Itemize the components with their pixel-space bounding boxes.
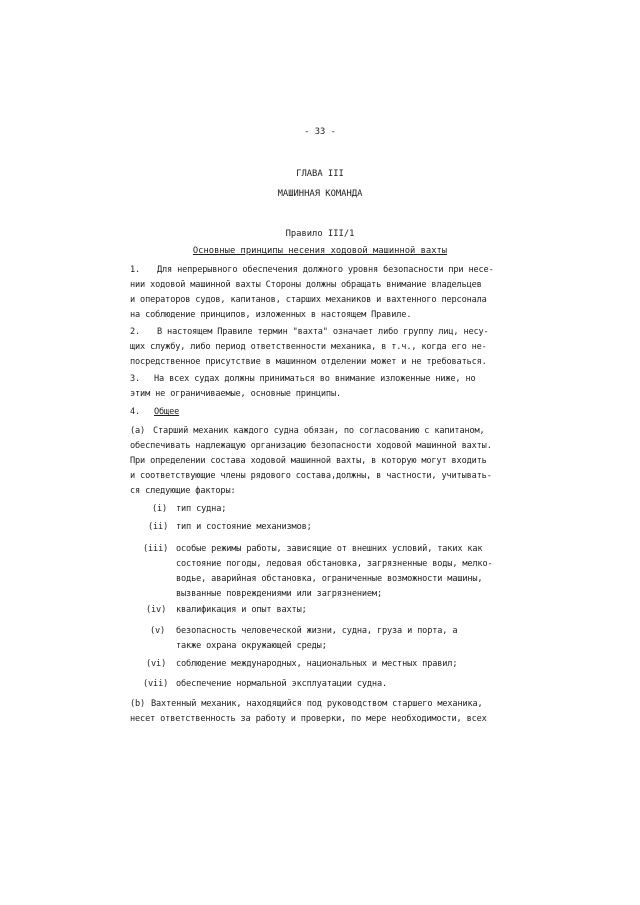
paragraph-line: обеспечивать надлежащую организацию безопасности ходовой машинной вахты. (130, 441, 492, 451)
page-number: - 33 - (304, 127, 336, 137)
paragraph-line: этим не ограничиваемые, основные принципы. (130, 389, 342, 399)
paragraph-line: Старший механик каждого судна обязан, по согласованию с капитаном, (153, 426, 485, 436)
paragraph-line: При определении состава ходовой машинной вахты, в которую могут входить (130, 456, 487, 466)
paragraph-line: на соблюдение принципов, изложенных в настоящем Правиле. (130, 310, 412, 320)
item-line: особые режимы работы, зависящие от внешних условий, таких как (176, 544, 483, 554)
paragraph-number: 2. (130, 327, 141, 337)
item-label: (iii) (143, 544, 169, 554)
paragraph-line: На всех судах должны приниматься во внимание изложенные ниже, но (154, 374, 476, 384)
chapter-heading: ГЛАВА III (296, 169, 344, 179)
rule-heading: Правило III/1 (285, 229, 355, 239)
paragraph-number: 1. (130, 265, 141, 275)
paragraph-line: несет ответственность за работу и проверки, по мере необходимости, всех (130, 714, 487, 724)
subparagraph-label: (b) (130, 699, 146, 709)
paragraph-line: Для непрерывного обеспечения должного уровня безопасности при несе- (157, 265, 494, 275)
item-line: тип и состояние механизмов; (176, 522, 312, 532)
item-line: обеспечение нормальной эксплуатации судна. (176, 679, 388, 689)
item-line: вызванные повреждениями или загрязнением; (176, 589, 382, 599)
item-label: (i) (152, 504, 168, 514)
item-line: безопасность человеческой жизни, судна, груза и порта, а (176, 626, 458, 636)
paragraph-line: нии ходовой машинной вахты Стороны должны обращать внимание владельцев (130, 280, 482, 290)
item-label: (vii) (143, 679, 169, 689)
item-line: также охрана окружающей среды; (176, 641, 327, 651)
item-line: соблюдение международных, национальных и местных правил; (176, 659, 458, 669)
rule-title: Основные принципы несения ходовой машинной вахты (192, 246, 448, 256)
item-label: (iv) (146, 605, 167, 615)
item-line: водье, аварийная обстановка, ограниченные возможности машины, (176, 574, 483, 584)
chapter-title: МАШИННАЯ КОМАНДА (277, 189, 363, 199)
section-title: Общее (154, 407, 180, 417)
item-line: тип судна; (176, 504, 227, 514)
paragraph-line: и операторов судов, капитанов, старших механиков и вахтенного персонала (130, 295, 487, 305)
paragraph-line: Вахтенный механик, находящийся под руководством старшего механика, (151, 699, 483, 709)
paragraph-line: ся следующие факторы: (130, 486, 236, 496)
paragraph-number: 4. (130, 407, 141, 417)
item-label: (v) (150, 626, 166, 636)
paragraph-number: 3. (130, 374, 141, 384)
item-label: (ii) (148, 522, 169, 532)
subparagraph-label: (a) (130, 426, 146, 436)
paragraph-line: и соответствующие члены рядового состава,должны, в частности, учитывать- (130, 471, 492, 481)
paragraph-line: В настоящем Правиле термин "вахта" означает либо группу лиц, несу- (157, 327, 489, 337)
item-line: квалификация и опыт вахты; (176, 605, 307, 615)
item-line: состояние погоды, ледовая обстановка, загрязненные воды, мелко- (176, 559, 493, 569)
paragraph-line: щих службу, либо период ответственности механика, в т.ч., когда его не- (130, 342, 487, 352)
paragraph-line: посредственное присутствие в машинном отделении может и не требоваться. (130, 357, 487, 367)
item-label: (vi) (146, 659, 167, 669)
